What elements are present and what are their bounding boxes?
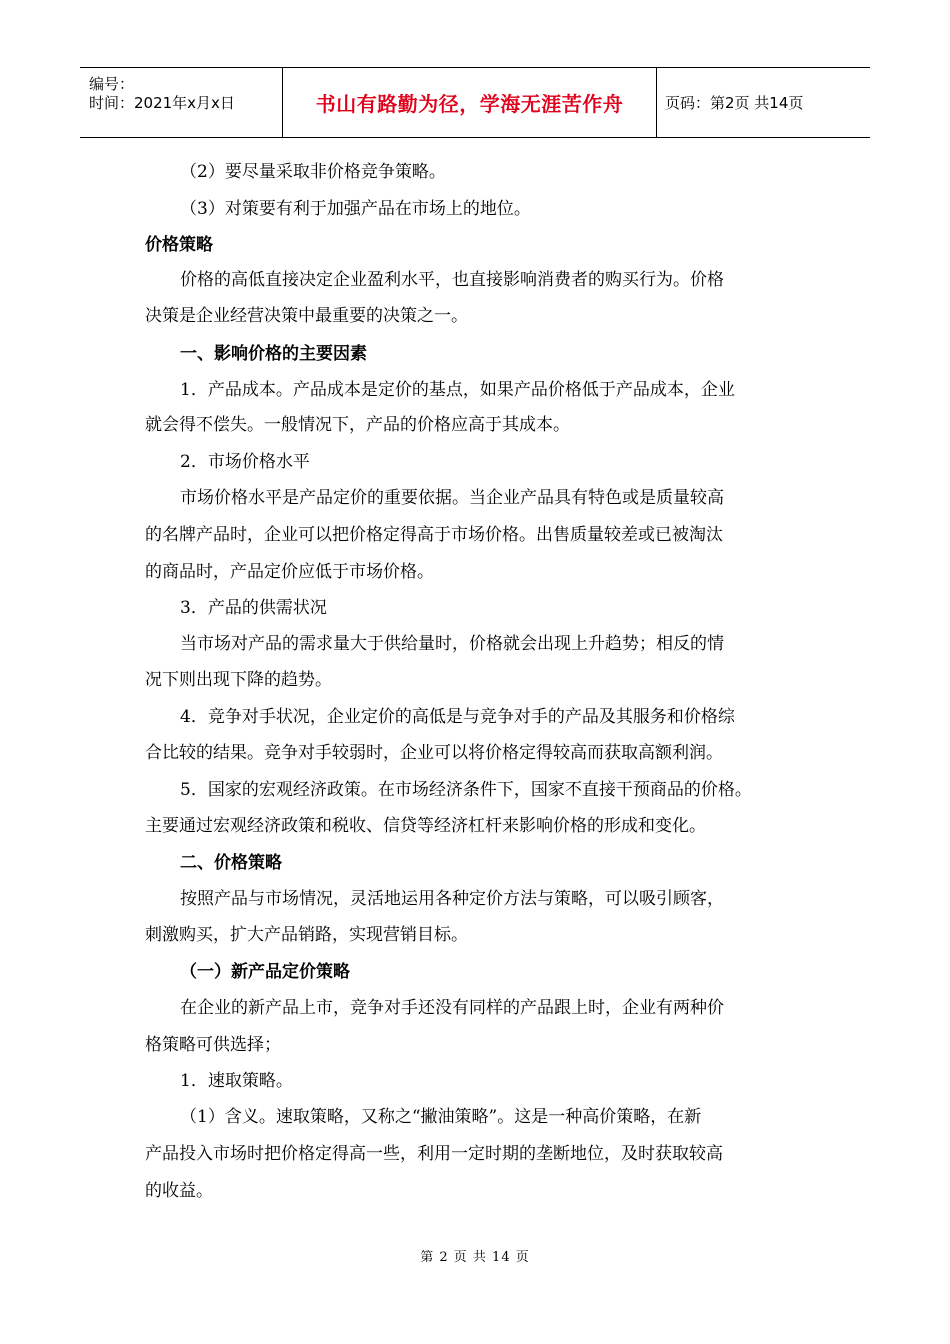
text-line: （3）对策要有利于加强产品在市场上的地位。 <box>180 199 531 219</box>
time-label: 时间：2021年x月x日 <box>89 94 235 112</box>
text-line: 决策是企业经营决策中最重要的决策之一。 <box>145 306 468 326</box>
text-line: 1．速取策略。 <box>180 1071 293 1091</box>
text-line: 市场价格水平是产品定价的重要依据。当企业产品具有特色或是质量较高 <box>180 488 724 508</box>
text-line: 主要通过宏观经济政策和税收、信贷等经济杠杆来影响价格的形成和变化。 <box>145 816 706 836</box>
text-line: 2．市场价格水平 <box>180 452 310 472</box>
text-line: 4．竞争对手状况，企业定价的高低是与竞争对手的产品及其服务和价格综 <box>180 707 735 727</box>
section-heading: （一）新产品定价策略 <box>180 962 350 982</box>
text-line: 格策略可供选择； <box>145 1035 281 1055</box>
text-line: 在企业的新产品上市，竞争对手还没有同样的产品跟上时，企业有两种价 <box>180 998 724 1018</box>
header-motto-cell <box>282 68 657 137</box>
page-label: 页码：第2页 共14页 <box>665 94 804 112</box>
text-line: 就会得不偿失。一般情况下，产品的价格应高于其成本。 <box>145 415 570 435</box>
text-line: （2）要尽量采取非价格竞争策略。 <box>180 162 446 182</box>
text-line: （1）含义。速取策略，又称之“撇油策略”。这是一种高价策略，在新 <box>180 1107 702 1127</box>
page-header <box>80 67 870 138</box>
number-label: 编号： <box>89 75 135 93</box>
header-left-cell <box>80 68 282 137</box>
text-line: 合比较的结果。竞争对手较弱时，企业可以将价格定得较高而获取高额利润。 <box>145 743 723 763</box>
text-line: 3．产品的供需状况 <box>180 598 327 618</box>
text-line: 1．产品成本。产品成本是定价的基点，如果产品价格低于产品成本，企业 <box>180 380 735 400</box>
page-footer: 第 2 页 共 14 页 <box>420 1250 530 1265</box>
section-heading: 价格策略 <box>145 235 213 255</box>
section-heading: 二、价格策略 <box>180 853 282 873</box>
section-heading: 一、影响价格的主要因素 <box>180 344 367 364</box>
header-page-cell <box>656 68 870 137</box>
text-line: 的商品时，产品定价应低于市场价格。 <box>145 562 434 582</box>
text-line: 的收益。 <box>145 1181 213 1201</box>
text-line: 价格的高低直接决定企业盈利水平，也直接影响消费者的购买行为。价格 <box>180 270 724 290</box>
text-line: 刺激购买，扩大产品销路，实现营销目标。 <box>145 925 468 945</box>
text-line: 产品投入市场时把价格定得高一些，利用一定时期的垄断地位，及时获取较高 <box>145 1144 723 1164</box>
text-line: 当市场对产品的需求量大于供给量时，价格就会出现上升趋势；相反的情 <box>180 634 724 654</box>
text-line: 况下则出现下降的趋势。 <box>145 670 332 690</box>
motto: 书山有路勤为径，学海无涯苦作舟 <box>315 92 624 116</box>
text-line: 按照产品与市场情况，灵活地运用各种定价方法与策略，可以吸引顾客， <box>180 889 724 909</box>
text-line: 的名牌产品时，企业可以把价格定得高于市场价格。出售质量较差或已被淘汰 <box>145 525 723 545</box>
text-line: 5．国家的宏观经济政策。在市场经济条件下，国家不直接干预商品的价格。 <box>180 780 752 800</box>
